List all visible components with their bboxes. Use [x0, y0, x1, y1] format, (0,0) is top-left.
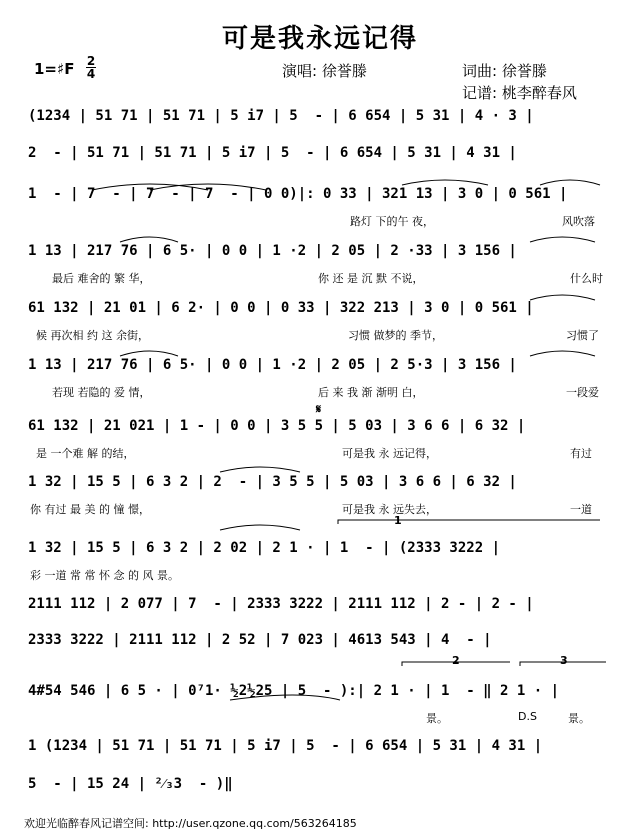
notation-row: 1 13 | 217 76 | 6 5· | 0 0 | 1 ·2 | 2 05 | 2 5·3 | 3 156 |: [28, 357, 517, 373]
lyric-line: 若现 若隐的 爱 情，: [52, 386, 151, 399]
lyric-line: 你 还 是 沉 默 不说，: [318, 272, 424, 285]
lyric-line: 风吹落: [562, 215, 595, 228]
lyric-line: D.S: [518, 710, 537, 723]
notation-row: 1 (1234 | 51 71 | 51 71 | 5 i7 | 5 - | 6 654 | 5 31 | 4 31 |: [28, 738, 543, 754]
lyric-line: 彩 一道 常 常 怀 念 的 风 景。: [30, 569, 179, 582]
notation-row: 1 32 | 15 5 | 6 3 2 | 2 - | 3 5 5 | 5 03 | 3 6 6 | 6 32 |: [28, 474, 517, 490]
notation-row: 61 132 | 21 01 | 6 2· | 0 0 | 0 33 | 322 213 | 3 0 | 0 561 |: [28, 300, 534, 316]
lyric-line: 你 有过 最 美 的 憧 憬，: [30, 503, 150, 516]
lyric-line: 有过: [570, 447, 592, 460]
time-bottom: 4: [86, 67, 96, 81]
segno-sign: 𝄋: [316, 402, 322, 416]
notation-row: 2333 3222 | 2111 112 | 2 52 | 7 023 | 4613 543 | 4 - |: [28, 632, 492, 648]
lyric-line: 一段爱: [566, 386, 599, 399]
footer-credit: 欢迎光临醉春风记谱空间: http://user.qzone.qq.com/563264185: [24, 817, 357, 830]
transcriber-credit: 记谱: 桃李醉春风: [462, 84, 577, 102]
notation-row: 2111 112 | 2 077 | 7 - | 2333 3222 | 2111 112 | 2 - | 2 - |: [28, 596, 534, 612]
notation-row: 1 - | 7 - | 7 - | 7 - | 0 0)|: 0 33 | 321 13 | 3 0 | 0 561 |: [28, 186, 568, 202]
lyric-line: 可是我 永 远失去，: [342, 503, 437, 516]
time-top: 2: [86, 54, 96, 68]
notation-row: 61 132 | 21 021 | 1 - | 0 0 | 3 5 5 | 5 03 | 3 6 6 | 6 32 |: [28, 418, 526, 434]
lyric-line: 习惯了: [566, 329, 599, 342]
composer-credit: 词曲: 徐誉滕: [462, 62, 547, 80]
singer-credit: 演唱: 徐誉滕: [282, 62, 367, 80]
lyric-line: 习惯 做梦的 季节，: [348, 329, 443, 342]
volta-2-label: 2: [452, 654, 460, 667]
lyric-line: 路灯 下的午 夜，: [350, 215, 434, 228]
notation-row: 1 13 | 217 76 | 6 5· | 0 0 | 1 ·2 | 2 05 | 2 ·33 | 3 156 |: [28, 243, 517, 259]
song-title: 可是我永远记得: [221, 24, 418, 54]
lyric-line: 是 一个难 解 的结，: [36, 447, 135, 460]
notation-row: (1234 | 51 71 | 51 71 | 5 i7 | 5 - | 6 654 | 5 31 | 4 · 3 |: [28, 108, 534, 124]
notation-row: 1 32 | 15 5 | 6 3 2 | 2 02 | 2 1 · | 1 - | (2333 3222 |: [28, 540, 501, 556]
lyric-line: 可是我 永 远记得，: [342, 447, 437, 460]
lyric-line: 什么时: [570, 272, 603, 285]
lyric-line: 一道: [570, 503, 592, 516]
lyric-line: 后 来 我 渐 渐明 白，: [318, 386, 424, 399]
lyric-line: 景。: [568, 712, 590, 725]
lyric-line: 最后 难舍的 繁 华，: [52, 272, 151, 285]
notation-row: 2 - | 51 71 | 51 71 | 5 i7 | 5 - | 6 654 | 5 31 | 4 31 |: [28, 145, 517, 161]
lyric-line: 候 再次相 约 这 余街，: [36, 329, 149, 342]
key-signature: 1=♯F: [34, 60, 75, 78]
volta-1-label: 1: [394, 514, 402, 527]
volta-3-label: 3: [560, 654, 568, 667]
notation-row: 4#54 546 | 6 5 · | 0⁷1· ½2½25 | 5 - ):| 2 1 · | 1 - ‖ 2 1 · |: [28, 683, 560, 699]
notation-row: 5 - | 15 24 | ²⁄₃3 - )‖: [28, 776, 233, 792]
lyric-line: 景。: [426, 712, 448, 725]
